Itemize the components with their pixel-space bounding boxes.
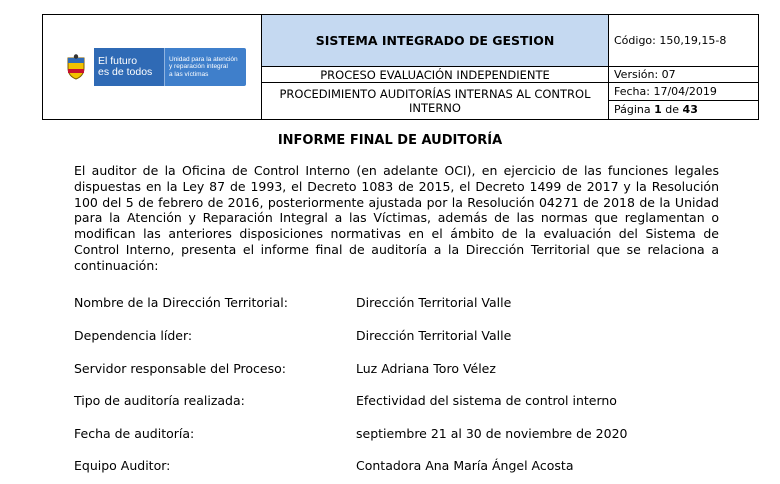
field-row-equipo bbox=[74, 458, 754, 476]
brand-line-1: El futuro bbox=[98, 55, 138, 67]
process-name: PROCESO EVALUACIÓN INDEPENDIENTE bbox=[320, 67, 550, 82]
page-current: 1 bbox=[654, 103, 662, 116]
page-row bbox=[609, 101, 758, 119]
brand-tagline bbox=[94, 48, 164, 86]
field-row-servidor bbox=[74, 361, 754, 379]
field-value: Dirección Territorial Valle bbox=[356, 328, 512, 343]
system-title-cell bbox=[262, 15, 609, 67]
procedure-cell bbox=[262, 83, 609, 120]
brand-line-2: es de todos bbox=[98, 66, 153, 78]
entity-line-3: a las víctimas bbox=[169, 70, 209, 78]
field-value: Efectividad del sistema de control interno bbox=[356, 393, 617, 408]
page-prefix: Página bbox=[614, 103, 655, 116]
intro-paragraph: El auditor de la Oficina de Control Interno (en adelante OCI), en ejercicio de las funciones legales dispuestas en la Ley 87 de 1993, el Decreto 1083 de 2015, el Decreto 1499 de 2017 y la Resolución 100 del 5 de febrero de 2016, posteriormente ajustada por la Resolución 04271 de 2018 de la Unidad para la Atención y Reparación Integral a las Víctimas, además de las normas que reglamentan o modifican las anteriores disposiciones normativas en el ámbito de la evaluación del Sistema de Control Interno, presenta el informe final de auditoría a la Dirección Territorial que se relaciona a continuación: bbox=[74, 163, 719, 273]
field-label: Tipo de auditoría realizada: bbox=[74, 393, 245, 408]
field-label: Equipo Auditor: bbox=[74, 458, 171, 473]
entity-logo bbox=[58, 48, 246, 86]
page-of: de bbox=[661, 103, 683, 116]
code-cell bbox=[609, 15, 759, 67]
field-label: Servidor responsable del Proceso: bbox=[74, 361, 286, 376]
field-value: Luz Adriana Toro Vélez bbox=[356, 361, 496, 376]
field-label: Nombre de la Dirección Territorial: bbox=[74, 295, 288, 310]
field-label: Fecha de auditoría: bbox=[74, 426, 195, 441]
field-row-fecha bbox=[74, 426, 754, 444]
date-page-cell bbox=[609, 83, 759, 120]
system-title: SISTEMA INTEGRADO DE GESTION bbox=[315, 32, 555, 48]
date-row bbox=[609, 83, 758, 101]
field-row-territorial bbox=[74, 295, 754, 313]
entity-name bbox=[164, 48, 246, 86]
version-cell bbox=[609, 67, 759, 83]
document-header-table bbox=[42, 14, 759, 120]
entity-line-2: y reparación integral bbox=[169, 63, 228, 71]
coat-of-arms-icon bbox=[58, 48, 94, 86]
page-total: 43 bbox=[682, 103, 698, 116]
field-value: Dirección Territorial Valle bbox=[356, 295, 512, 310]
field-row-dependencia bbox=[74, 328, 754, 346]
field-value: Contadora Ana María Ángel Acosta bbox=[356, 458, 574, 473]
procedure-name: PROCEDIMIENTO AUDITORÍAS INTERNAS AL CONTROL INTERNO bbox=[279, 87, 591, 115]
document-version: Versión: 07 bbox=[614, 68, 676, 81]
report-title: INFORME FINAL DE AUDITORÍA bbox=[277, 133, 503, 148]
document-date: Fecha: 17/04/2019 bbox=[614, 85, 717, 98]
process-cell bbox=[262, 67, 609, 83]
field-value: septiembre 21 al 30 de noviembre de 2020 bbox=[356, 426, 628, 441]
field-label: Dependencia líder: bbox=[74, 328, 193, 343]
field-row-tipo bbox=[74, 393, 754, 411]
document-code: Código: 150,19,15-8 bbox=[614, 34, 727, 47]
entity-line-1: Unidad para la atención bbox=[169, 55, 238, 63]
logo-cell bbox=[43, 15, 262, 120]
